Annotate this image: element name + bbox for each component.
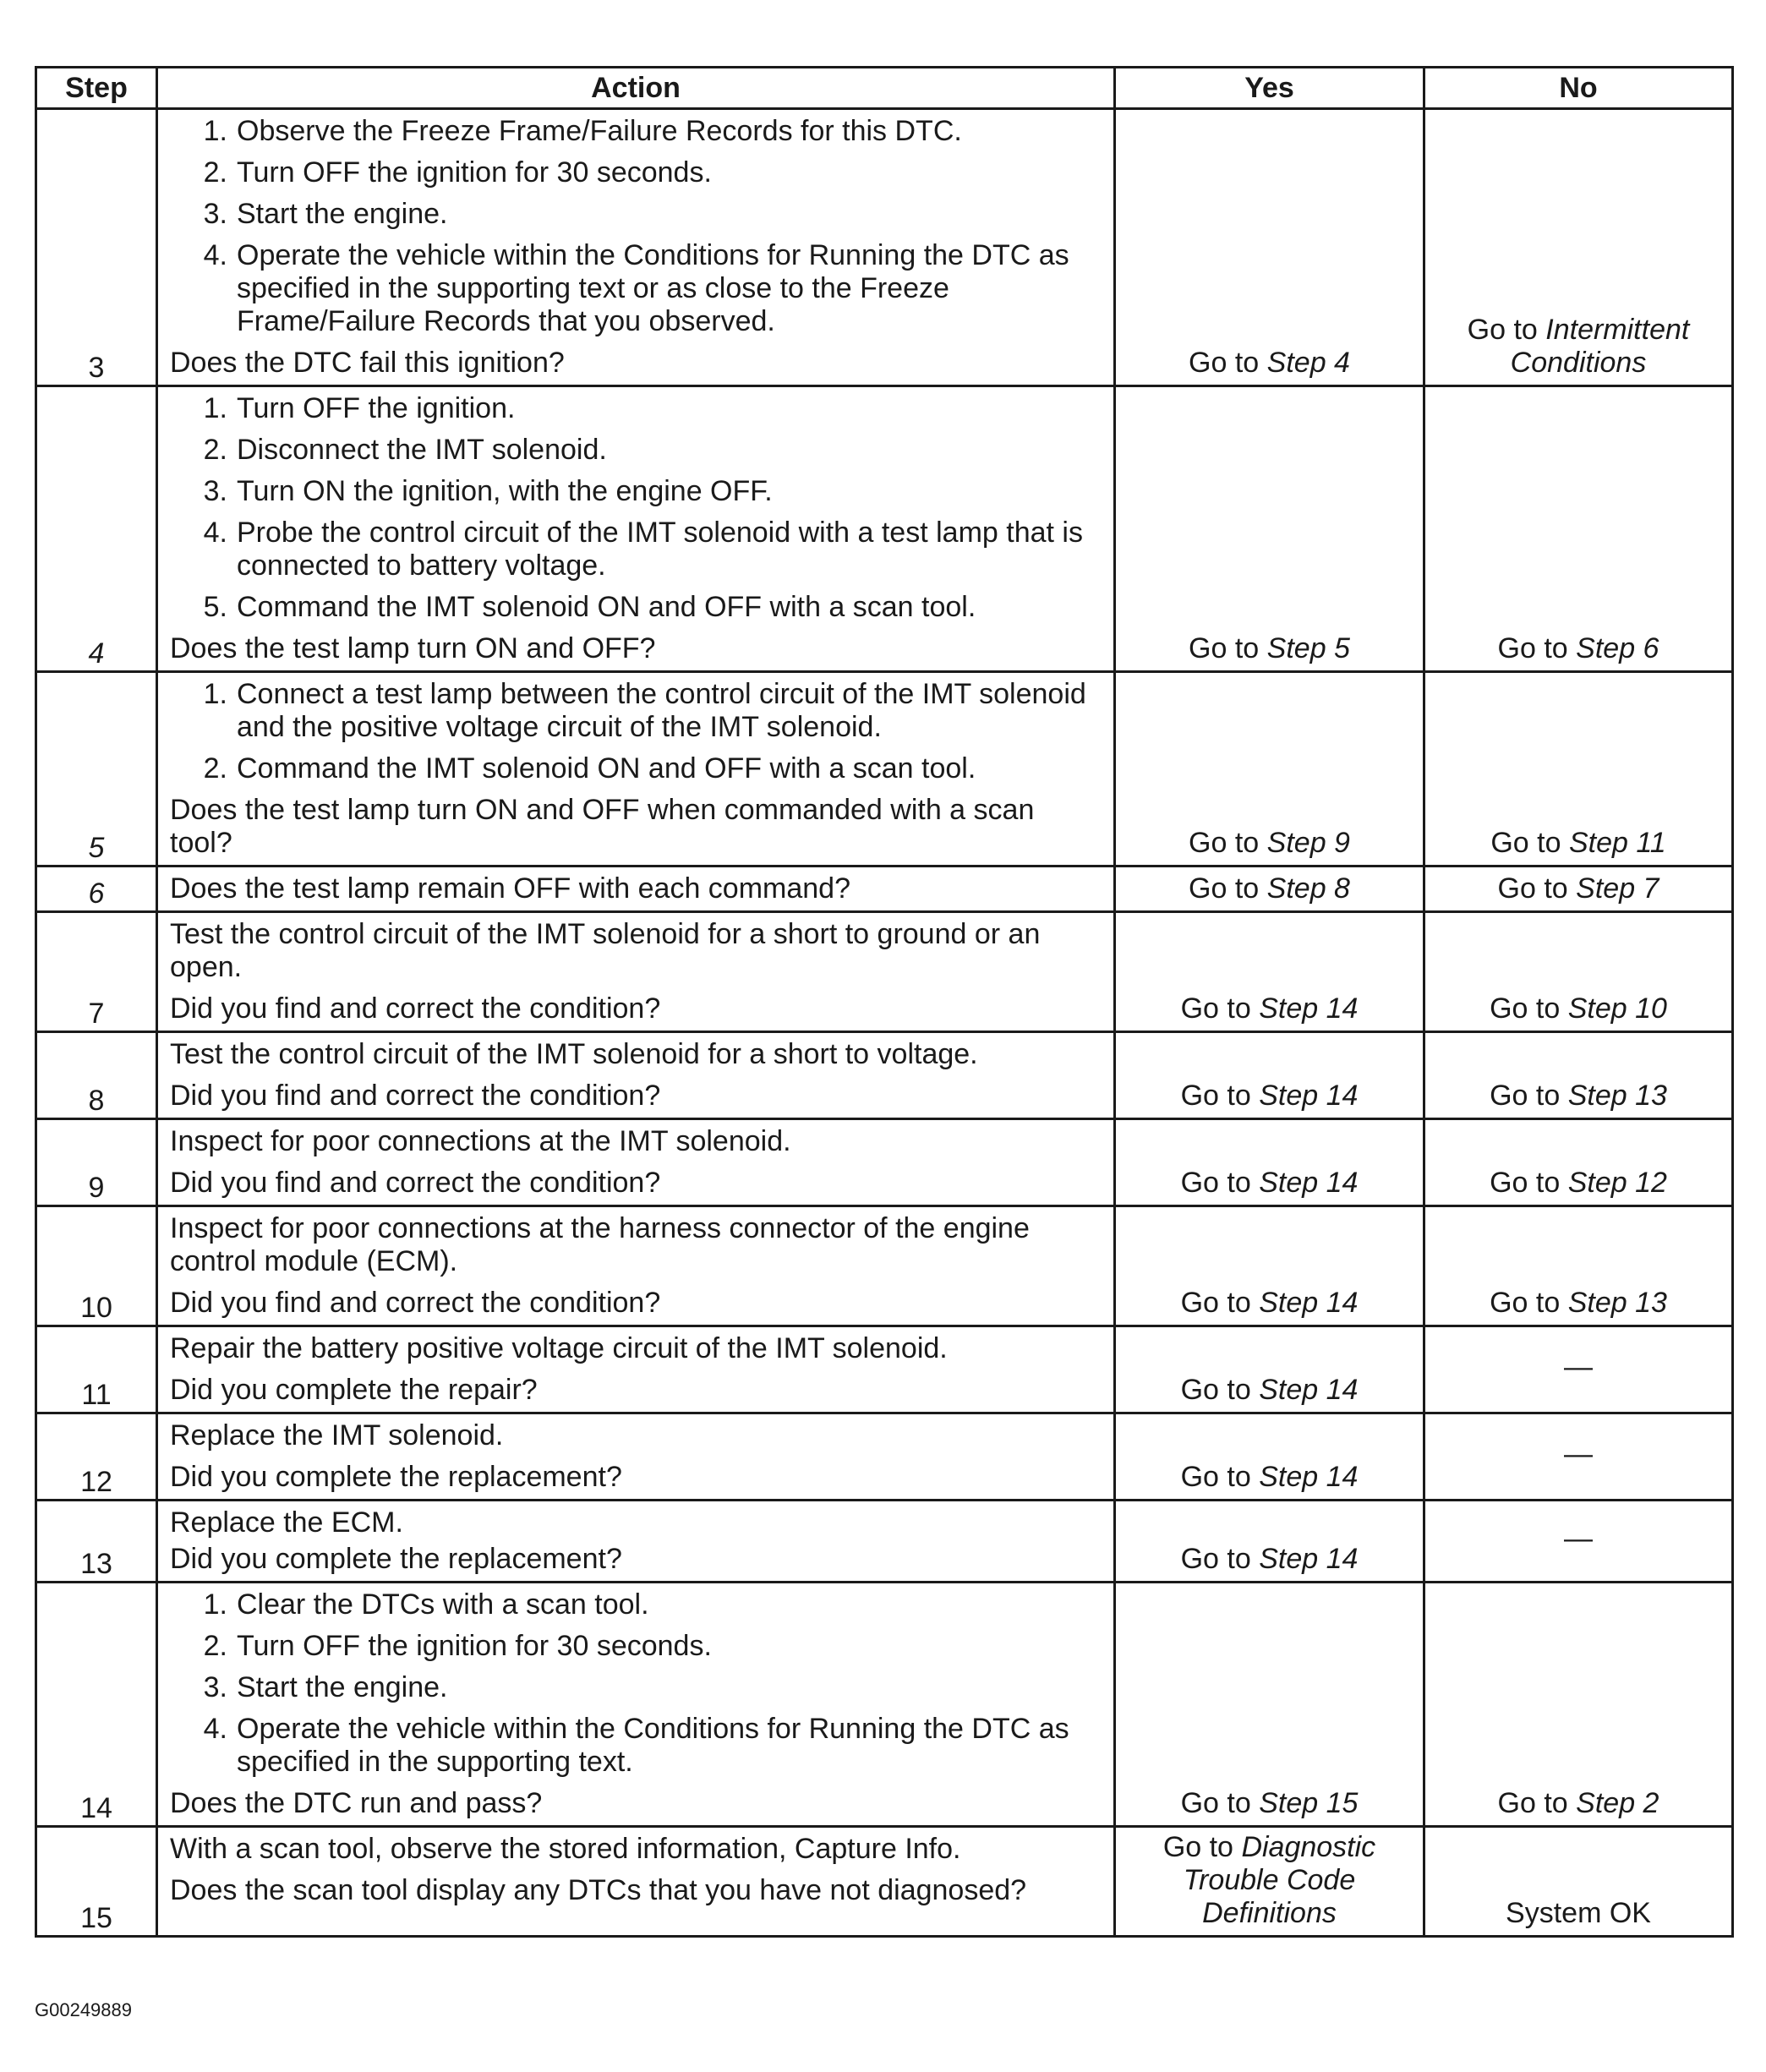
- header-yes: Yes: [1115, 68, 1424, 109]
- no-cell[interactable]: Go to Step 10: [1424, 912, 1733, 1032]
- yes-cell[interactable]: Go to Step 14: [1115, 1413, 1424, 1501]
- list-item: 1. Observe the Freeze Frame/Failure Records for this DTC.: [203, 115, 962, 147]
- list-item: 1. Clear the DTCs with a scan tool.: [203, 1588, 649, 1621]
- no-cell[interactable]: Go to Step 2: [1424, 1583, 1733, 1827]
- no-cell: [1424, 1827, 1733, 1937]
- table-row: [36, 867, 1733, 912]
- step-link[interactable]: Step 4: [1266, 347, 1350, 379]
- list-item: 3. Start the engine.: [203, 1671, 448, 1703]
- action-cell: [157, 1501, 1115, 1583]
- action-cell: [157, 1206, 1115, 1326]
- question-text: Does the test lamp turn ON and OFF?: [170, 632, 656, 664]
- question-text: Does the test lamp turn ON and OFF when commanded with a scan tool?: [170, 794, 1035, 859]
- yes-cell[interactable]: Go to Step 5: [1115, 386, 1424, 672]
- question-text: Did you find and correct the condition?: [170, 1167, 661, 1199]
- table-row: [36, 672, 1733, 867]
- step-link[interactable]: Step 10: [1567, 992, 1667, 1025]
- table-row: [36, 1119, 1733, 1206]
- no-dash: —: [1564, 1437, 1593, 1470]
- question-text: Did you complete the repair?: [170, 1374, 538, 1406]
- step-link[interactable]: Step 14: [1259, 1287, 1359, 1319]
- no-cell[interactable]: Go to Step 11: [1424, 672, 1733, 867]
- action-cell: [157, 867, 1115, 912]
- no-dash: —: [1564, 1350, 1593, 1383]
- header-action: Action: [157, 68, 1115, 109]
- question-text: Does the test lamp remain OFF with each command?: [170, 872, 850, 905]
- table-row: [36, 1326, 1733, 1413]
- step-link[interactable]: Step 14: [1259, 1374, 1359, 1406]
- table-row: [36, 1583, 1733, 1827]
- list-item: 4. Probe the control circuit of the IMT solenoid with a test lamp that is connected to battery voltage.: [203, 517, 1083, 582]
- no-cell: [1424, 1501, 1733, 1583]
- step-number: 8: [36, 1032, 157, 1119]
- action-text: Inspect for poor connections at the IMT solenoid.: [170, 1125, 791, 1157]
- header-row: [36, 68, 1733, 109]
- step-link[interactable]: Step 8: [1266, 872, 1350, 905]
- step-number: 5: [36, 672, 157, 867]
- step-link[interactable]: Step 14: [1259, 1167, 1359, 1199]
- step-number: 7: [36, 912, 157, 1032]
- yes-cell[interactable]: Go to Diagnostic Trouble Code Definitions: [1115, 1827, 1424, 1937]
- table-row: [36, 1032, 1733, 1119]
- step-number: 11: [36, 1326, 157, 1413]
- step-number: 4: [36, 386, 157, 672]
- step-link[interactable]: Step 11: [1568, 827, 1666, 859]
- table-row: [36, 1206, 1733, 1326]
- yes-cell[interactable]: Go to Step 4: [1115, 109, 1424, 386]
- no-cell[interactable]: Go to Step 12: [1424, 1119, 1733, 1206]
- action-text: Repair the battery positive voltage circuit of the IMT solenoid.: [170, 1332, 948, 1364]
- header-no: No: [1424, 68, 1733, 109]
- step-link[interactable]: Intermittent Conditions: [1510, 314, 1690, 379]
- question-text: Did you complete the replacement?: [170, 1461, 622, 1493]
- yes-cell[interactable]: Go to Step 14: [1115, 1206, 1424, 1326]
- yes-cell[interactable]: Go to Step 8: [1115, 867, 1424, 912]
- figure-code: G00249889: [35, 1999, 132, 2020]
- action-cell: [157, 1827, 1115, 1937]
- list-item: 3. Start the engine.: [203, 198, 448, 230]
- step-link[interactable]: Step 9: [1266, 827, 1350, 859]
- action-cell: [157, 109, 1115, 386]
- step-number: 6: [36, 867, 157, 912]
- action-text: Inspect for poor connections at the harness connector of the engine control module (ECM).: [170, 1212, 1030, 1277]
- list-item: 4. Operate the vehicle within the Conditions for Running the DTC as specified in the supporting text or as close to the Freeze Frame/Failure Records that you observed.: [203, 239, 1069, 337]
- no-cell[interactable]: Go to Step 7: [1424, 867, 1733, 912]
- step-number: 14: [36, 1583, 157, 1827]
- action-text: Test the control circuit of the IMT solenoid for a short to ground or an open.: [170, 918, 1041, 983]
- step-number: 3: [36, 109, 157, 386]
- action-cell: [157, 1583, 1115, 1827]
- yes-cell[interactable]: Go to Step 14: [1115, 1032, 1424, 1119]
- no-dash: —: [1564, 1522, 1593, 1555]
- step-link[interactable]: Step 14: [1259, 1543, 1359, 1575]
- no-cell: [1424, 1326, 1733, 1413]
- no-cell[interactable]: Go to Step 13: [1424, 1032, 1733, 1119]
- action-text: Test the control circuit of the IMT solenoid for a short to voltage.: [170, 1038, 978, 1070]
- yes-cell[interactable]: Go to Step 14: [1115, 1119, 1424, 1206]
- step-link[interactable]: Step 7: [1576, 872, 1659, 905]
- question-text: Did you find and correct the condition?: [170, 1080, 661, 1112]
- step-number: 15: [36, 1827, 157, 1937]
- step-link[interactable]: Step 14: [1259, 1461, 1359, 1493]
- yes-cell[interactable]: Go to Step 15: [1115, 1583, 1424, 1827]
- list-item: 2. Turn OFF the ignition for 30 seconds.: [203, 1630, 712, 1662]
- action-cell: [157, 1326, 1115, 1413]
- step-number: 12: [36, 1413, 157, 1501]
- list-item: 2. Turn OFF the ignition for 30 seconds.: [203, 156, 712, 189]
- table-row: [36, 1827, 1733, 1937]
- no-cell: [1424, 1413, 1733, 1501]
- list-item: 5. Command the IMT solenoid ON and OFF with a scan tool.: [203, 591, 976, 623]
- list-item: 2. Disconnect the IMT solenoid.: [203, 434, 607, 466]
- step-link[interactable]: Step 12: [1567, 1167, 1667, 1199]
- diagnostic-table: [35, 66, 1734, 1938]
- table-row: [36, 386, 1733, 672]
- question-text: Does the DTC fail this ignition?: [170, 347, 565, 379]
- table-row: [36, 1413, 1733, 1501]
- action-cell: [157, 1032, 1115, 1119]
- step-link[interactable]: Step 15: [1259, 1787, 1359, 1819]
- action-text: Replace the ECM.: [170, 1506, 403, 1539]
- action-cell: [157, 912, 1115, 1032]
- action-text: Replace the IMT solenoid.: [170, 1419, 504, 1451]
- action-cell: [157, 1119, 1115, 1206]
- step-link[interactable]: Step 5: [1266, 632, 1350, 664]
- action-text: With a scan tool, observe the stored information, Capture Info.: [170, 1833, 961, 1865]
- question-text: Did you complete the replacement?: [170, 1543, 622, 1575]
- table-row: [36, 109, 1733, 386]
- step-link[interactable]: Step 2: [1576, 1787, 1659, 1819]
- step-link[interactable]: Step 14: [1259, 992, 1359, 1025]
- list-item: 1. Connect a test lamp between the control circuit of the IMT solenoid and the positive voltage circuit of the IMT solenoid.: [203, 678, 1086, 743]
- step-number: 9: [36, 1119, 157, 1206]
- action-cell: [157, 386, 1115, 672]
- no-cell[interactable]: Go to Step 6: [1424, 386, 1733, 672]
- action-cell: [157, 1413, 1115, 1501]
- list-item: 1. Turn OFF the ignition.: [203, 392, 516, 424]
- list-item: 4. Operate the vehicle within the Conditions for Running the DTC as specified in the supporting text.: [203, 1713, 1069, 1778]
- step-link[interactable]: Step 6: [1576, 632, 1659, 664]
- step-link[interactable]: Step 13: [1567, 1080, 1667, 1112]
- header-step: Step: [36, 68, 157, 109]
- step-link[interactable]: Step 13: [1567, 1287, 1667, 1319]
- table-row: [36, 912, 1733, 1032]
- step-link[interactable]: Step 14: [1259, 1080, 1359, 1112]
- table-row: [36, 1501, 1733, 1583]
- action-cell: [157, 672, 1115, 867]
- system-ok-text: System OK: [1506, 1897, 1651, 1929]
- list-item: 2. Command the IMT solenoid ON and OFF with a scan tool.: [203, 752, 976, 785]
- yes-cell[interactable]: Go to Step 14: [1115, 912, 1424, 1032]
- step-number: 10: [36, 1206, 157, 1326]
- yes-cell[interactable]: Go to Step 14: [1115, 1501, 1424, 1583]
- question-text: Did you find and correct the condition?: [170, 992, 661, 1025]
- question-text: Does the DTC run and pass?: [170, 1787, 543, 1819]
- no-cell[interactable]: Go to Intermittent Conditions: [1424, 109, 1733, 386]
- list-item: 3. Turn ON the ignition, with the engine OFF.: [203, 475, 773, 507]
- yes-cell[interactable]: Go to Step 14: [1115, 1326, 1424, 1413]
- step-link[interactable]: Diagnostic Trouble Code Definitions: [1183, 1831, 1376, 1929]
- no-cell[interactable]: Go to Step 13: [1424, 1206, 1733, 1326]
- question-text: Does the scan tool display any DTCs that you have not diagnosed?: [170, 1874, 1027, 1906]
- yes-cell[interactable]: Go to Step 9: [1115, 672, 1424, 867]
- question-text: Did you find and correct the condition?: [170, 1287, 661, 1319]
- step-number: 13: [36, 1501, 157, 1583]
